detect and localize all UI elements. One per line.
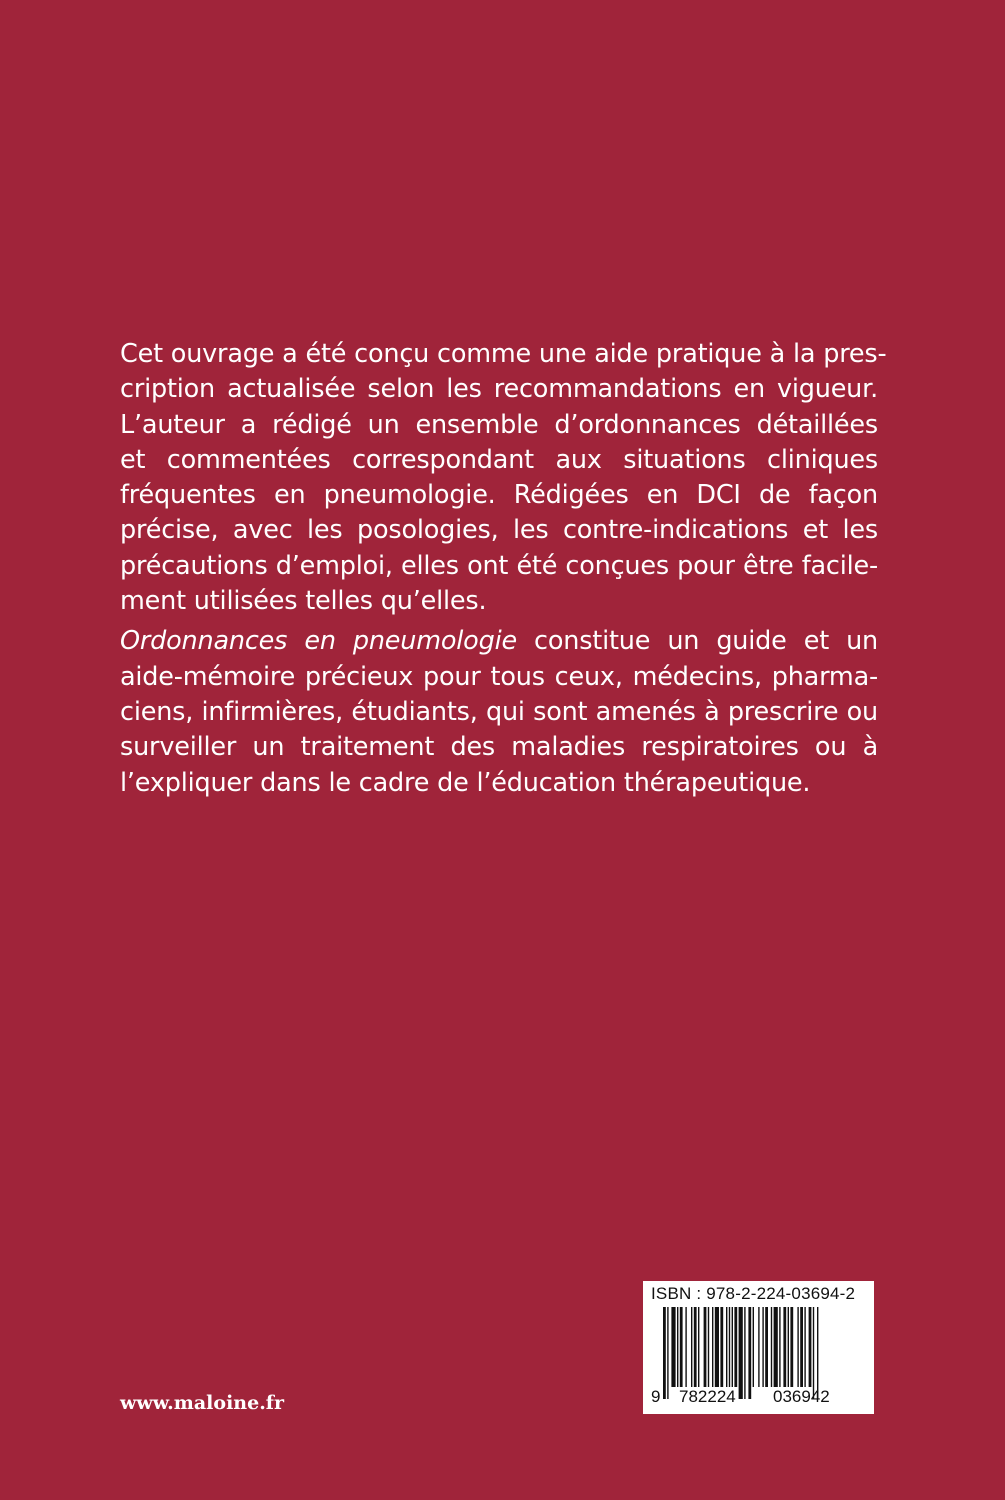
barcode-bar <box>783 1307 786 1387</box>
blurb-line: et commentées correspondant aux situations cliniques <box>120 444 878 475</box>
blurb-line: précise, avec les posologies, les contre-indications et les <box>120 515 878 546</box>
blurb-line: ciens, infirmières, étudiants, qui sont amenés à prescrire ou <box>120 696 878 727</box>
barcode-bar <box>779 1307 780 1387</box>
blurb-line: surveiller un traitement des maladies respiratoires ou à <box>120 732 878 763</box>
blurb-paragraph-1 <box>120 337 887 619</box>
barcode-bar <box>671 1307 675 1387</box>
barcode-bar <box>788 1307 789 1387</box>
barcode-bars <box>663 1307 859 1399</box>
barcode-bar <box>744 1307 745 1399</box>
barcode-bar <box>694 1307 697 1387</box>
barcode-bar <box>720 1307 723 1387</box>
barcode-bar <box>809 1307 812 1387</box>
barcode-bar <box>804 1307 805 1387</box>
barcode-bar <box>817 1307 818 1399</box>
barcode-bar <box>715 1307 719 1387</box>
barcode-bar <box>667 1307 668 1399</box>
barcode-bar <box>734 1307 737 1387</box>
barcode-bar <box>732 1307 733 1387</box>
barcode-bar <box>753 1307 754 1387</box>
barcode-bar <box>771 1307 772 1387</box>
isbn-label: ISBN : 978-2-224-03694-2 <box>651 1284 856 1303</box>
blurb-line: Cet ouvrage a été conçu comme une aide pratique à la pres- <box>120 339 887 369</box>
blurb-line: fréquentes en pneumologie. Rédigées en DCI de façon <box>120 480 878 511</box>
barcode-bar <box>739 1307 743 1399</box>
isbn-barcode <box>643 1281 874 1414</box>
barcode-bar <box>698 1307 699 1387</box>
book-title: Ordonnances en pneumologie <box>120 626 517 657</box>
blurb-line <box>120 624 878 659</box>
barcode-bar <box>748 1307 751 1399</box>
barcode-bar <box>758 1307 759 1387</box>
barcode-bar <box>726 1307 727 1387</box>
blurb-line-rest: constitue un guide et un <box>516 626 878 657</box>
blurb-line: l’expliquer dans le cadre de l’éducation thérapeutique. <box>120 767 811 798</box>
blurb-line: L’auteur a rédigé un ensemble d’ordonnances détaillées <box>120 409 878 440</box>
publisher-website: www.maloine.fr <box>120 1392 284 1414</box>
blurb-line: ment utilisées telles qu’elles. <box>120 586 487 617</box>
blurb-line: précautions d’emploi, elles ont été conçues pour être facile- <box>120 550 878 581</box>
barcode-digits-right: 036942 <box>773 1387 830 1406</box>
barcode-bar <box>704 1307 707 1387</box>
barcode-bar <box>774 1307 778 1387</box>
blurb-line: cription actualisée selon les recommandations en vigueur. <box>120 374 878 405</box>
barcode-bar <box>729 1307 730 1387</box>
blurb-paragraph-2 <box>120 624 878 800</box>
barcode-bar <box>797 1307 798 1387</box>
barcode-bar <box>663 1307 666 1399</box>
barcode-bar <box>677 1307 678 1387</box>
barcode-bar <box>765 1307 768 1387</box>
blurb-line: aide-mémoire précieux pour tous ceux, médecins, pharma- <box>120 661 878 692</box>
barcode-bar <box>800 1307 803 1387</box>
barcode-bar <box>708 1307 709 1387</box>
barcode-bar <box>790 1307 793 1387</box>
back-cover-blurb <box>120 337 887 801</box>
barcode-bar <box>813 1307 814 1399</box>
barcode-bar <box>685 1307 686 1387</box>
barcode-bar <box>762 1307 763 1387</box>
barcode-digits-left: 782224 <box>679 1387 736 1406</box>
barcode-bar <box>680 1307 683 1387</box>
barcode-bar <box>712 1307 713 1387</box>
barcode-bar <box>691 1307 692 1387</box>
barcode-digit-prefix: 9 <box>651 1387 661 1406</box>
